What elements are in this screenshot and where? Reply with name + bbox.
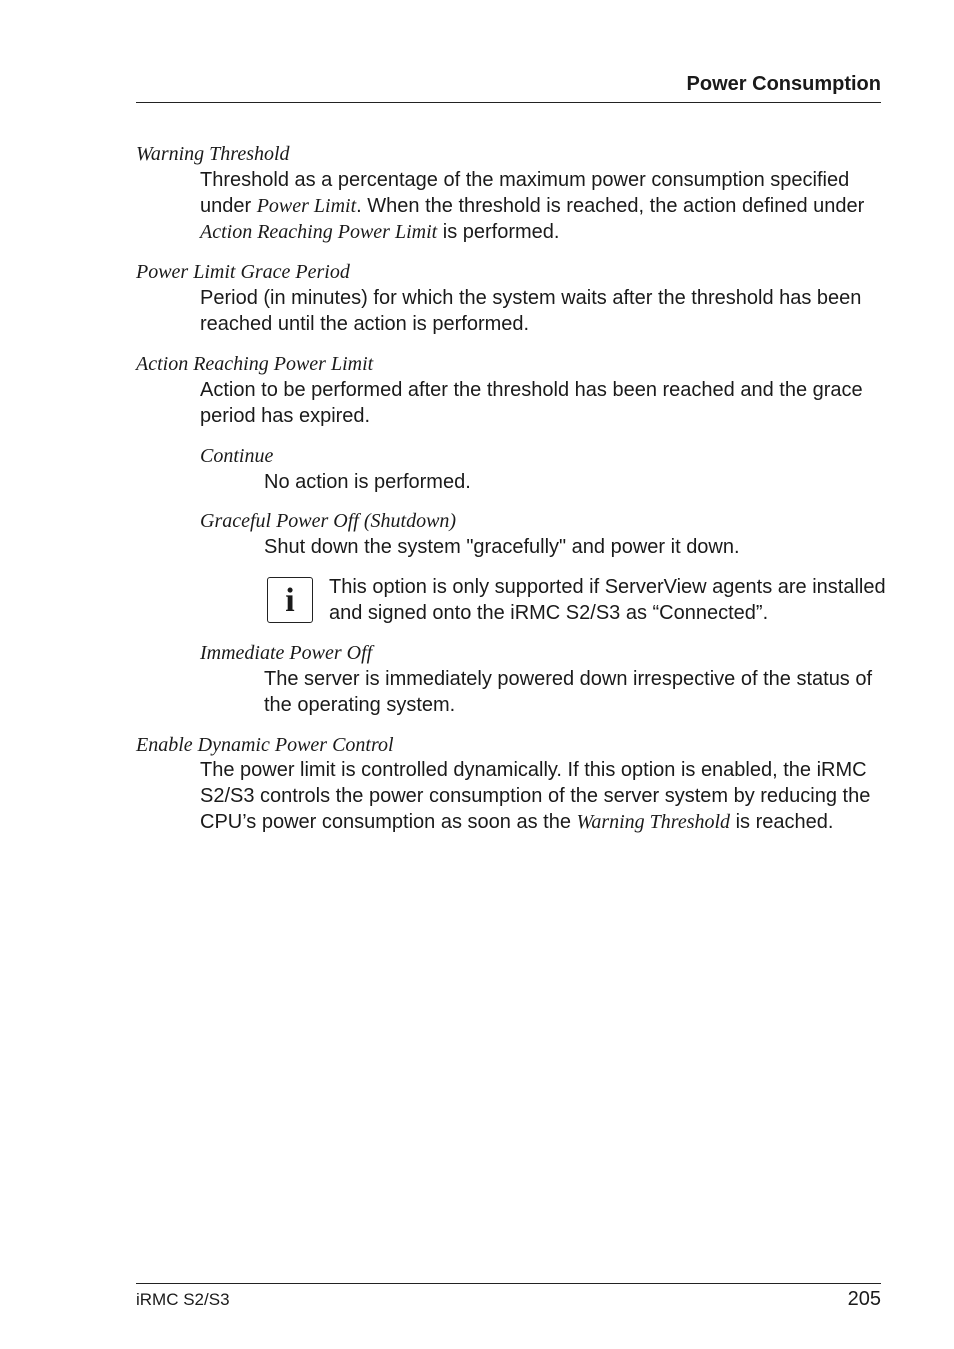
desc-graceful-power-off: Shut down the system "gracefully" and power it down.: [264, 536, 740, 558]
desc-action-reaching-power-limit: Action to be performed after the threshold has been reached and the grace period has expired.: [200, 379, 863, 427]
page-number: 205: [847, 1288, 881, 1310]
desc-immediate-power-off: The server is immediately powered down irrespective of the status of the operating system.: [264, 668, 873, 716]
desc-text: The power limit is controlled dynamically. If this option is enabled, the iRMC S2/S3 controls the power consumption of the server system by reducing the CPU’s power consumption as soon as the: [200, 759, 871, 833]
running-header: Power Consumption: [686, 73, 881, 95]
term-enable-dynamic-power-control: Enable Dynamic Power Control: [136, 734, 394, 756]
info-note: This option is only supported if ServerView agents are installed and signed onto the iRMC S2/S3 as “Connected”.: [329, 576, 886, 624]
footer-product-name: iRMC S2/S3: [136, 1290, 230, 1309]
desc-warning-threshold: [200, 167, 890, 245]
desc-continue: No action is performed.: [264, 471, 471, 493]
term-warning-threshold: Warning Threshold: [136, 143, 290, 165]
term-graceful-power-off: Graceful Power Off (Shutdown): [200, 510, 457, 532]
info-icon-glyph: i: [285, 582, 295, 619]
ref-action-reaching-power-limit: Action Reaching Power Limit: [200, 221, 438, 243]
desc-text: is reached.: [730, 811, 834, 833]
term-power-limit-grace-period: Power Limit Grace Period: [136, 261, 350, 283]
desc-text: . When the threshold is reached, the action defined under: [356, 195, 865, 217]
ref-power-limit: Power Limit: [256, 195, 357, 217]
desc-text: is performed.: [437, 221, 560, 243]
desc-enable-dynamic-power-control: [200, 757, 890, 835]
ref-warning-threshold: Warning Threshold: [576, 811, 731, 833]
desc-power-limit-grace-period: Period (in minutes) for which the system waits after the threshold has been reached until the action is performed.: [200, 287, 862, 335]
info-icon: [267, 577, 313, 623]
header-divider: [136, 102, 881, 103]
term-immediate-power-off: Immediate Power Off: [200, 642, 373, 664]
term-continue: Continue: [200, 445, 274, 467]
footer-divider: [136, 1283, 881, 1284]
desc-text: Threshold as a percentage of the maximum power consumption specified under: [200, 169, 850, 217]
term-action-reaching-power-limit: Action Reaching Power Limit: [136, 353, 374, 375]
